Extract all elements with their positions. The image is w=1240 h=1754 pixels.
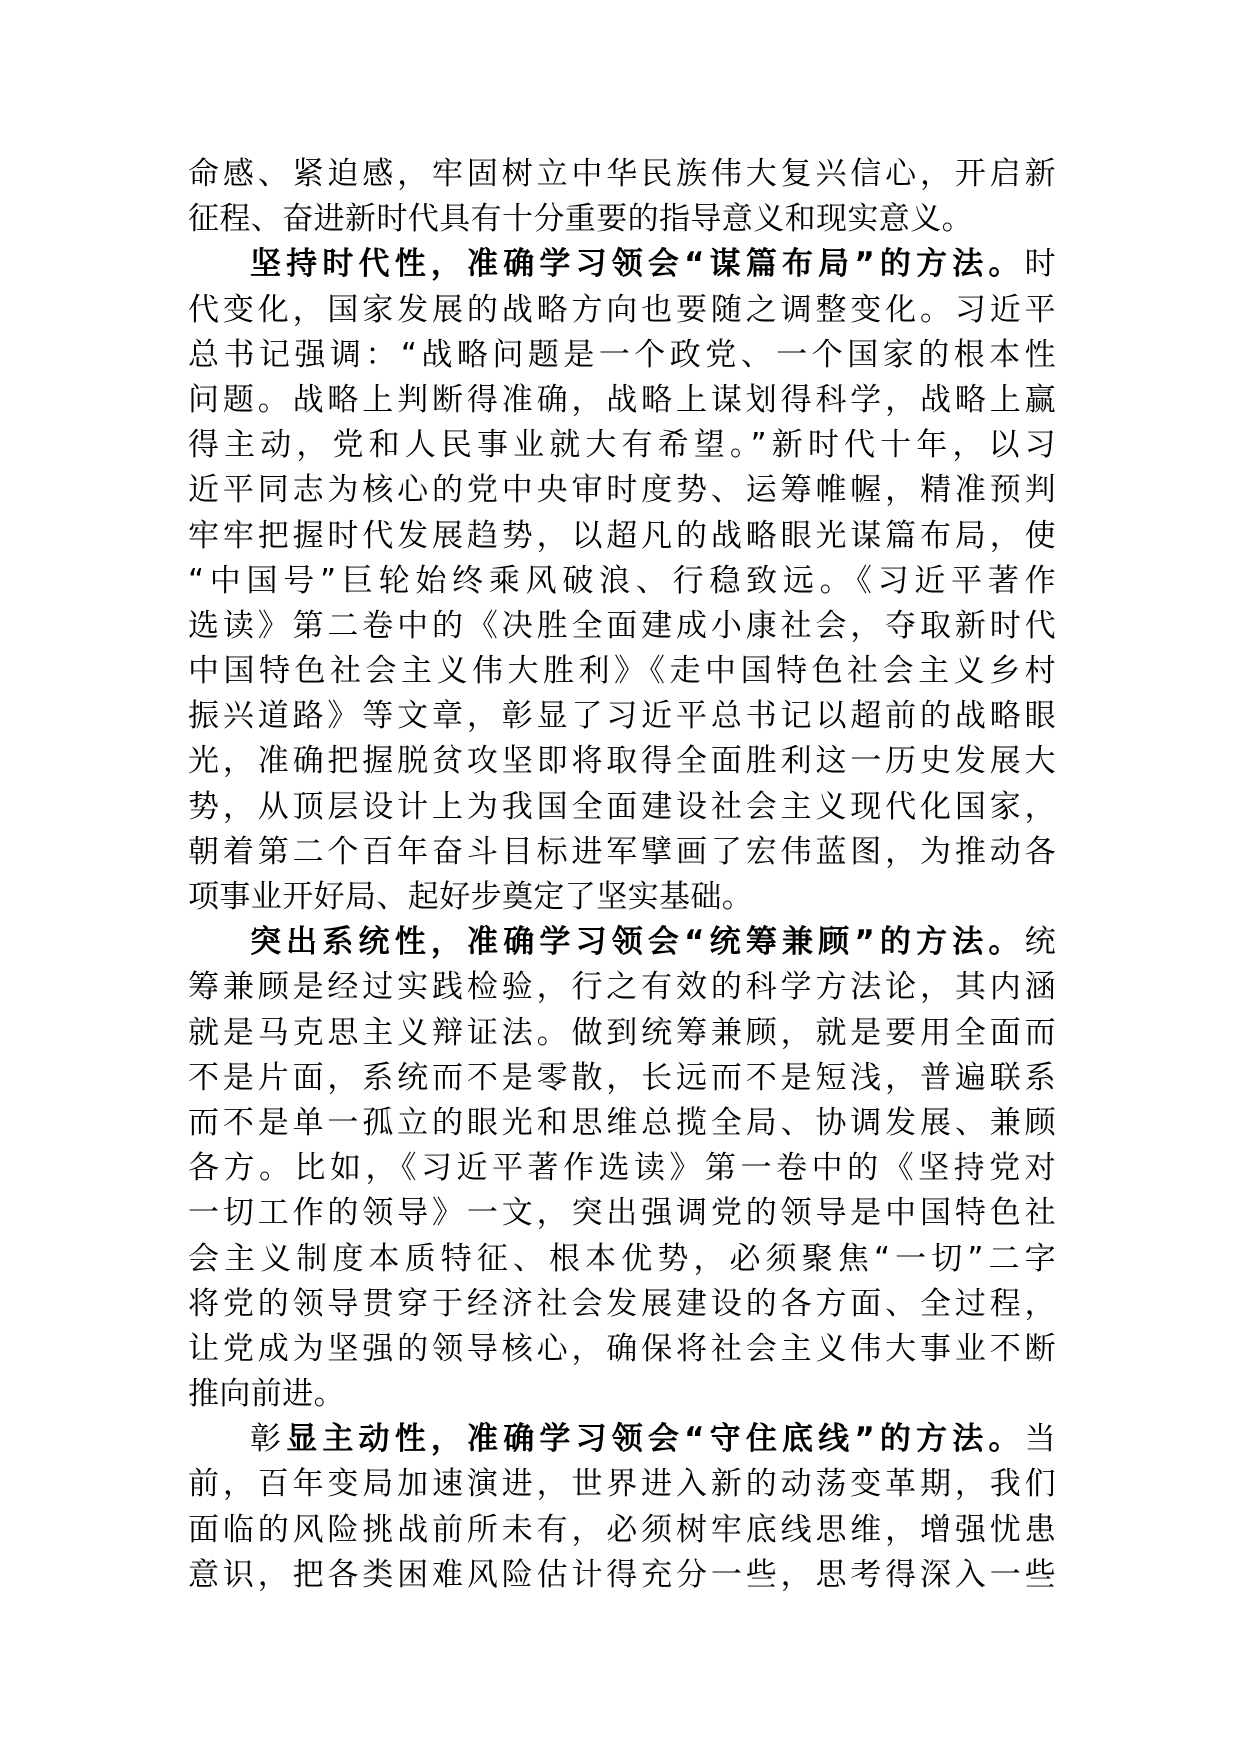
body-text: 项事业开好局、起好步奠定了坚实基础。 — [188, 879, 754, 915]
body-text: 征程、奋进新时代具有十分重要的指导意义和现实意义。 — [188, 201, 973, 238]
body-text: 彰 — [250, 1421, 287, 1458]
text-line — [188, 333, 1056, 378]
bold-heading-text: 突出系统性，准确学习领会“统筹兼顾”的方法。 — [250, 924, 1025, 961]
text-line — [188, 1011, 1056, 1056]
text-line — [188, 378, 1056, 423]
text-line — [188, 559, 1056, 604]
text-line — [188, 468, 1056, 513]
text-line — [188, 1372, 1056, 1417]
body-text: 就是马克思主义辩证法。做到统筹兼顾，就是要用全面而 — [188, 1014, 1056, 1051]
text-line — [188, 785, 1056, 830]
body-text: 势，从顶层设计上为我国全面建设社会主义现代化国家， — [188, 788, 1056, 825]
body-text: 振兴道路》等文章，彰显了习近平总书记以超前的战略眼 — [188, 698, 1056, 735]
text-line — [188, 830, 1056, 875]
text-line — [188, 1417, 1056, 1462]
text-line — [188, 649, 1056, 694]
text-line — [188, 739, 1056, 784]
text-line — [188, 1282, 1056, 1327]
body-text: 命感、紧迫感，牢固树立中华民族伟大复兴信心，开启新 — [188, 156, 1056, 192]
text-line — [188, 1237, 1056, 1282]
body-text: 筹兼顾是经过实践检验，行之有效的科学方法论，其内涵 — [188, 969, 1056, 1006]
bold-heading-text: 坚持时代性，准确学习领会“谋篇布局”的方法。 — [250, 246, 1025, 283]
body-text: 不是片面，系统而不是零散，长远而不是短浅，普遍联系 — [188, 1059, 1056, 1096]
body-text: 前，百年变局加速演进，世界进入新的动荡变革期，我们 — [188, 1466, 1056, 1503]
text-line — [188, 694, 1056, 739]
text-line — [188, 1056, 1056, 1101]
body-text: 代变化，国家发展的战略方向也要随之调整变化。习近平 — [188, 291, 1056, 328]
paragraph — [188, 242, 1056, 920]
text-line — [188, 604, 1056, 649]
body-text: 牢牢把握时代发展趋势，以超凡的战略眼光谋篇布局，使 — [188, 517, 1056, 554]
text-line — [188, 1146, 1056, 1191]
text-line — [188, 1462, 1056, 1507]
body-text: 意识，把各类困难风险估计得充分一些，思考得深入一些 — [188, 1556, 1056, 1593]
body-text: 将党的领导贯穿于经济社会发展建设的各方面、全过程， — [188, 1285, 1056, 1322]
body-text: 推向前进。 — [188, 1376, 345, 1413]
body-text: 各方。比如，《习近平著作选读》第一卷中的《坚持党对 — [188, 1150, 1056, 1187]
body-text: 得主动，党和人民事业就大有希望。”新时代十年，以习 — [188, 427, 1056, 464]
text-line — [188, 514, 1056, 559]
text-line — [188, 1553, 1056, 1598]
paragraph — [188, 1417, 1056, 1598]
body-text: 当 — [1024, 1421, 1056, 1458]
document-page — [188, 152, 1056, 1598]
text-line — [188, 875, 1056, 920]
text-line — [188, 1191, 1056, 1236]
body-text: 总书记强调：“战略问题是一个政党、一个国家的根本性 — [188, 336, 1056, 373]
text-line — [188, 1101, 1056, 1146]
text-line — [188, 242, 1056, 287]
body-text: 一切工作的领导》一文，突出强调党的领导是中国特色社 — [188, 1195, 1056, 1232]
text-line — [188, 1508, 1056, 1553]
body-text: 时 — [1024, 246, 1056, 283]
body-text: 统 — [1024, 924, 1056, 961]
body-text: 而不是单一孤立的眼光和思维总揽全局、协调发展、兼顾 — [188, 1104, 1056, 1141]
body-text: 问题。战略上判断得准确，战略上谋划得科学，战略上赢 — [188, 381, 1056, 418]
body-text: “中国号”巨轮始终乘风破浪、行稳致远。《习近平著作 — [188, 562, 1056, 599]
body-text: 让党成为坚强的领导核心，确保将社会主义伟大事业不断 — [188, 1330, 1056, 1367]
text-line — [188, 920, 1056, 965]
text-line — [188, 1327, 1056, 1372]
body-text: 朝着第二个百年奋斗目标进军擘画了宏伟蓝图，为推动各 — [188, 833, 1056, 870]
body-text: 中国特色社会主义伟大胜利》《走中国特色社会主义乡村 — [188, 653, 1056, 690]
text-line — [188, 288, 1056, 333]
body-text: 会主义制度本质特征、根本优势，必须聚焦“一切”二字 — [188, 1240, 1056, 1277]
bold-heading-text: 显主动性，准确学习领会“守住底线”的方法。 — [286, 1421, 1025, 1458]
text-line — [188, 152, 1056, 197]
body-text: 近平同志为核心的党中央审时度势、运筹帷幄，精准预判 — [188, 472, 1056, 509]
paragraph — [188, 920, 1056, 1417]
body-text: 光，准确把握脱贫攻坚即将取得全面胜利这一历史发展大 — [188, 743, 1056, 780]
text-line — [188, 965, 1056, 1010]
text-line — [188, 423, 1056, 468]
body-text: 面临的风险挑战前所未有，必须树牢底线思维，增强忧患 — [188, 1511, 1056, 1548]
body-text: 选读》第二卷中的《决胜全面建成小康社会，夺取新时代 — [188, 607, 1056, 644]
paragraph — [188, 152, 1056, 242]
text-line — [188, 197, 1056, 242]
